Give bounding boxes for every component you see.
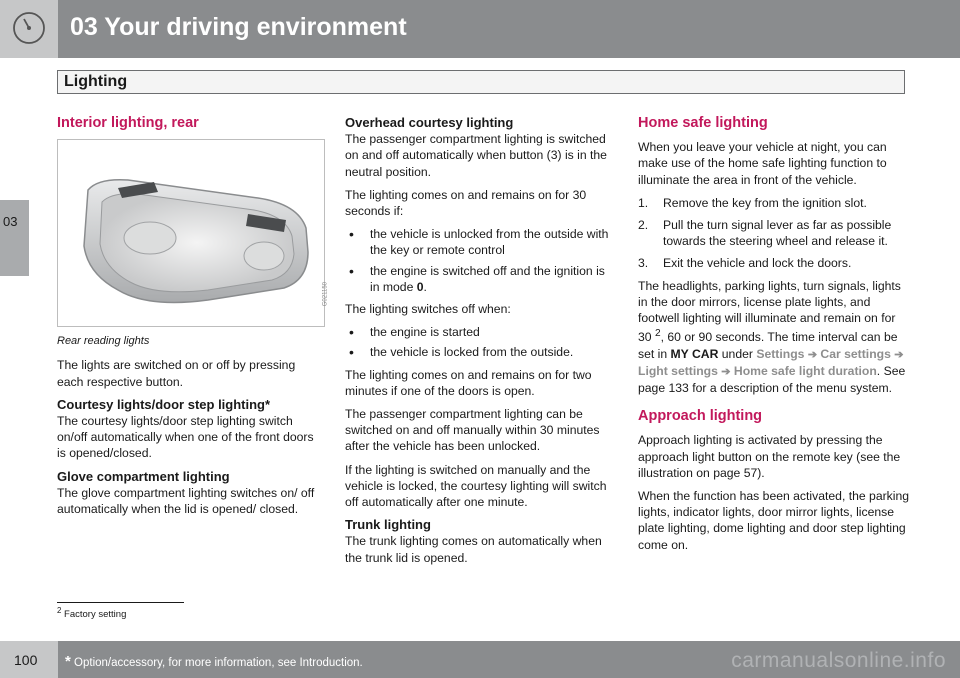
column-1 (57, 115, 328, 524)
heading-home-safe-lighting: Home safe lighting (638, 115, 768, 131)
footnote-ref: 2 (654, 328, 661, 340)
chapter-tab-label: 03 (3, 214, 18, 229)
heading-overhead-courtesy: Overhead courtesy lighting (345, 115, 514, 130)
steps-list (638, 195, 910, 272)
paragraph-switches-off: The lighting switches off when: (345, 302, 511, 317)
rear-reading-lights-figure (57, 139, 328, 327)
paragraph-trunk: The trunk lighting comes on automatically when the trunk lid is opened. (345, 534, 602, 565)
heading-courtesy-lights: Courtesy lights/door step lighting* (57, 396, 271, 412)
page-number-box (0, 641, 58, 678)
paragraph-buttons: The lights are switched on or off by pressing each respective button. (57, 358, 296, 389)
paragraph-manual: The passenger compartment lighting can be switched on and off manually within 30 minutes after the vehicle has been unlocked. (345, 407, 600, 454)
footer-note: * Option/accessory, for more information, see Introduction. (65, 653, 363, 670)
paragraph-two-minutes: The lighting comes on and remains on for two minutes if one of the doors is open. (345, 367, 592, 398)
bullet-list-on (345, 226, 617, 295)
my-car-label: MY CAR (670, 346, 719, 361)
paragraph-glove-compartment: The glove compartment lighting switches on/ off automatically when the lid is opened/ closed. (57, 485, 315, 517)
list-item: 1. Remove the key from the ignition slot. (638, 195, 867, 210)
watermark: carmanualsonline.info (731, 649, 946, 672)
footnote (57, 606, 126, 620)
section-title: Lighting (64, 73, 128, 90)
arrow-right-icon: ➔ (807, 348, 818, 361)
paragraph-headlights: The headlights, parking lights, turn signals, lights in the door mirrors, license plate lights, and footwell lighting will illuminate and remain on for 30 $^2$, 60 or 90 seconds. The time interval can be set in MY CAR under Settings ➔ Car settings ➔ Light settings ➔ Home safe light duration. See page 133 for a description of the menu system. (638, 278, 906, 395)
list-item: • the vehicle is locked from the outside. (345, 344, 617, 360)
list-item: • the vehicle is unlocked from the outside with the key or remote control (345, 226, 617, 258)
menu-path-settings: Settings (756, 346, 805, 361)
bullet-list-off (345, 324, 617, 360)
menu-path-home-safe-duration: Home safe light duration (733, 363, 877, 378)
list-item: 3. Exit the vehicle and lock the doors. (638, 256, 852, 271)
footnote-divider (57, 602, 184, 603)
page-footer (0, 641, 960, 678)
page-header (0, 0, 960, 58)
option-star: * (65, 653, 71, 670)
list-item: 2. Pull the turn signal lever as far as possible towards the steering wheel and release it. (638, 218, 892, 249)
menu-path-car-settings: Car settings (820, 346, 891, 361)
heading-interior-lighting-rear: Interior lighting, rear (57, 115, 199, 131)
gauge-icon (12, 11, 46, 45)
footnote-marker: 2 (57, 606, 62, 615)
heading-approach-lighting: Approach lighting (638, 408, 763, 425)
column-2 (345, 115, 617, 573)
arrow-right-icon: ➔ (721, 365, 731, 378)
chapter-tab (0, 200, 29, 276)
menu-path-light-settings: Light settings (638, 363, 718, 378)
heading-trunk-lighting: Trunk lighting (345, 517, 431, 533)
figure-caption: Rear reading lights (57, 335, 150, 348)
paragraph-comes-on: The lighting comes on and remains on for 30 seconds if: (345, 187, 587, 219)
page-title: 03 Your driving environment (70, 13, 407, 41)
heading-glove-compartment: Glove compartment lighting (57, 468, 230, 484)
rear-reading-lights-illustration (58, 140, 324, 326)
paragraph-overhead: The passenger compartment lighting is switched on and off automatically when button (3) is in the neutral position. (345, 132, 607, 179)
section-bar (57, 70, 905, 94)
paragraph-home-safe: When you leave your vehicle at night, you can make use of the home safe lighting function to illuminate the area in front of the vehicle. (638, 140, 887, 187)
figure-code: G021150 (322, 282, 328, 307)
paragraph-approach: Approach lighting is activated by pressing the approach light button on the remote key (see the illustration on page 57). (638, 433, 901, 480)
paragraph-courtesy-lights: The courtesy lights/door step lighting switch on/off automatically when one of the front doors is opened/closed. (57, 414, 314, 461)
list-item: • the engine is switched off and the ignition is in mode 0. (345, 263, 617, 295)
list-item: • the engine is started (345, 324, 617, 340)
footnote-text: Factory setting (64, 609, 127, 621)
column-3 (638, 115, 910, 560)
ignition-mode-value: 0 (416, 279, 424, 294)
paragraph-locked: If the lighting is switched on manually and the vehicle is locked, the courtesy lighting will switch off automatically after one minute. (345, 462, 607, 510)
arrow-right-icon: ➔ (894, 348, 904, 361)
header-icon-box (0, 0, 58, 58)
paragraph-activated: When the function has been activated, the parking lights, indicator lights, door mirror lights, license plate lighting, dome lighting and door step lighting come on. (638, 488, 910, 552)
page-number: 100 (14, 652, 38, 668)
